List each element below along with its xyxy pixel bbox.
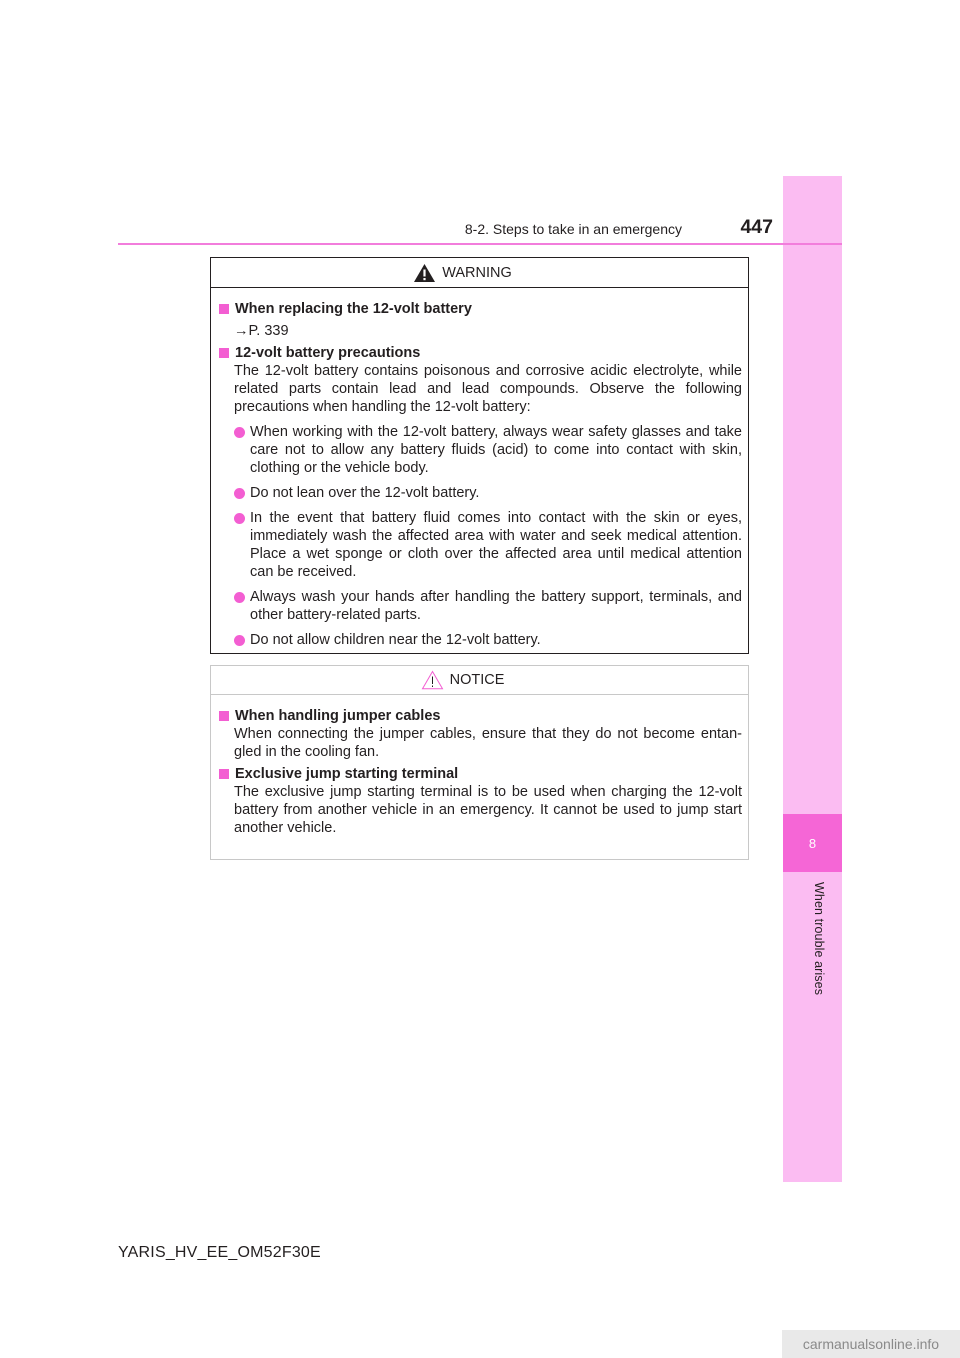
circle-bullet-icon <box>234 592 245 603</box>
notice-section <box>218 707 742 761</box>
square-bullet-icon <box>219 348 229 358</box>
list-item: Do not lean over the 12-volt battery. <box>218 484 742 502</box>
notice-section-title: When handling jumper cables <box>218 707 742 725</box>
warning-label: WARNING <box>442 264 512 281</box>
notice-section-text: The exclusive jump starting terminal is to be used when charging the 12-volt battery from another vehicle in an emergency. It cannot be used to jump start another vehicle. <box>234 784 742 836</box>
notice-label: NOTICE <box>449 672 505 688</box>
chapter-side-tab <box>783 176 842 1182</box>
circle-bullet-icon <box>234 635 245 646</box>
notice-box <box>210 665 749 860</box>
list-item: Do not allow children near the 12-volt battery. <box>218 631 742 649</box>
warning-header <box>211 258 748 288</box>
square-bullet-icon <box>219 711 229 721</box>
notice-section-title: Exclusive jump starting terminal <box>218 765 742 783</box>
warning-section-title: When replacing the 12-volt battery <box>218 300 742 318</box>
list-item: When working with the 12-volt battery, always wear safety glasses and take care not to allow any battery fluids (acid) to come into contact with skin, clothing or the vehicle body. <box>218 423 742 477</box>
square-bullet-icon <box>219 769 229 779</box>
header-rule <box>118 243 842 245</box>
notice-section <box>218 765 742 837</box>
watermark: carmanualsonline.info <box>782 1330 960 1358</box>
chapter-title: When trouble arises <box>812 882 826 996</box>
warning-body <box>211 288 748 649</box>
warning-section <box>218 344 742 649</box>
warning-section <box>218 300 742 340</box>
document-code: YARIS_HV_EE_OM52F30E <box>118 1244 321 1261</box>
notice-triangle-icon <box>421 670 444 690</box>
notice-body <box>211 695 748 837</box>
chapter-number-tab <box>783 814 842 872</box>
page-number: 447 <box>740 216 773 238</box>
list-item: Always wash your hands after handling the battery support, terminals, and other battery-related parts. <box>218 588 742 624</box>
notice-header <box>211 666 748 695</box>
circle-bullet-icon <box>234 488 245 499</box>
circle-bullet-icon <box>234 513 245 524</box>
square-bullet-icon <box>219 304 229 314</box>
section-title: 8-2. Steps to take in an emergency <box>464 221 682 237</box>
warning-triangle-icon <box>413 263 436 283</box>
warning-section-title: 12-volt battery precautions <box>218 344 742 362</box>
page-reference: →P. 339 <box>234 323 289 339</box>
notice-section-text: When connecting the jumper cables, ensure that they do not become entan-gled in the cooling fan. <box>234 726 742 760</box>
warning-box <box>210 257 749 654</box>
list-item: In the event that battery fluid comes into contact with the skin or eyes, immediately wash the affected area with water and seek medical attention. Place a wet sponge or cloth over the affected area until medical attention can be received. <box>218 509 742 581</box>
circle-bullet-icon <box>234 427 245 438</box>
warning-section-text: The 12-volt battery contains poisonous and corrosive acidic electrolyte, while related parts contain lead and lead compounds. Observe the following precautions when handling the 12-volt battery: <box>234 363 742 415</box>
chapter-number: 8 <box>808 835 817 851</box>
